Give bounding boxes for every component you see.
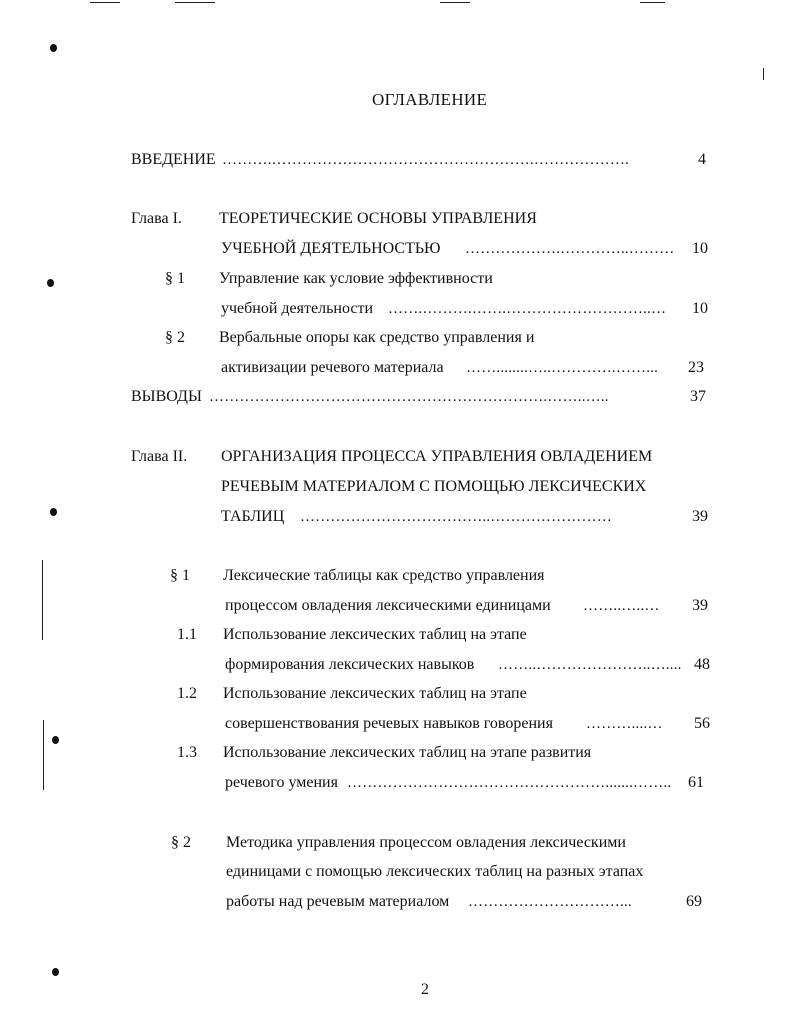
toc-ch1-s1-line2: учебной деятельности: [221, 300, 374, 317]
toc-ch2-s1-2-line1: Использование лексических таблиц на этапе: [223, 685, 527, 702]
toc-intro-page: 4: [698, 151, 706, 168]
toc-conclusions-dots: ………………………………………………………….……..…..: [209, 389, 609, 405]
toc-ch1-line1: ТЕОРЕТИЧЕСКИЕ ОСНОВЫ УПРАВЛЕНИЯ: [219, 210, 537, 227]
toc-ch2-label: Глава II.: [131, 448, 188, 465]
punch-hole-icon: [52, 736, 59, 744]
toc-ch2-s2-line3: работы над речевым материалом: [226, 893, 450, 910]
toc-ch2-s1-2-dots: ………....…: [586, 716, 663, 732]
toc-ch2-s1-3-page: 61: [688, 774, 704, 791]
page-number: 2: [421, 981, 429, 998]
scan-top-line: [90, 2, 120, 3]
toc-conclusions-page: 37: [690, 388, 706, 405]
toc-ch2-s2-page: 69: [686, 893, 702, 910]
toc-ch1-dots: ……………….…………..………: [465, 241, 675, 257]
toc-ch1-page: 10: [692, 240, 708, 257]
toc-intro-label: ВВЕДЕНИЕ: [131, 151, 216, 168]
toc-ch1-s1-page: 10: [692, 300, 708, 317]
toc-ch1-s1-line1: Управление как условие эффективности: [219, 270, 493, 287]
toc-ch2-s1-3-dots: …………………………………………….......……..: [347, 775, 672, 791]
toc-ch1-s2-line2: активизации речевого материала: [221, 359, 444, 376]
toc-ch2-line2: РЕЧЕВЫМ МАТЕРИАЛОМ С ПОМОЩЬЮ ЛЕКСИЧЕСКИХ: [221, 478, 647, 495]
punch-hole-icon: [50, 44, 57, 52]
scan-top-line: [175, 2, 215, 3]
toc-ch1-s1-label: § 1: [165, 270, 185, 287]
page-title: ОГЛАВЛЕНИЕ: [372, 90, 488, 109]
toc-ch1-s2-label: § 2: [165, 329, 185, 346]
scan-top-line: [440, 2, 470, 3]
toc-ch2-s2-dots: …………………………...: [468, 894, 632, 910]
toc-ch2-s1-2-line2: совершенствования речевых навыков говорения: [225, 715, 553, 732]
toc-ch2-s1-1-line2: формирования лексических навыков: [225, 656, 475, 673]
punch-hole-icon: [47, 279, 54, 287]
scan-left-edge: [43, 720, 44, 790]
toc-ch2-dots: ………………………………..……………………: [300, 509, 612, 525]
toc-ch2-line1: ОРГАНИЗАЦИЯ ПРОЦЕССА УПРАВЛЕНИЯ ОВЛАДЕНИЕМ: [221, 448, 653, 465]
toc-ch2-s1-3-line2: речевого умения: [225, 774, 338, 791]
toc-ch1-s1-dots: …….……….…….………………………..…: [388, 301, 667, 317]
toc-ch1-s2-page: 23: [688, 359, 704, 376]
punch-hole-icon: [52, 968, 59, 976]
toc-conclusions-label: ВЫВОДЫ: [131, 388, 202, 405]
toc-ch2-s2-line2: единицами с помощью лексических таблиц на разных этапах: [226, 863, 644, 880]
toc-ch2-s1-line1: Лексические таблицы как средство управления: [223, 567, 545, 584]
toc-ch2-s2-line1: Методика управления процессом овладения лексическими: [226, 834, 626, 851]
toc-ch2-s1-1-line1: Использование лексических таблиц на этапе: [223, 626, 527, 643]
toc-ch2-s1-1-label: 1.1: [177, 626, 197, 643]
toc-ch1-s2-dots: ……........…..………….……...: [466, 360, 659, 376]
toc-ch2-s2-label: § 2: [171, 834, 191, 851]
toc-ch2-s1-2-page: 56: [694, 715, 710, 732]
toc-ch2-s1-label: § 1: [170, 567, 190, 584]
scan-top-line: [640, 2, 665, 3]
toc-ch2-s1-2-label: 1.2: [177, 685, 197, 702]
scan-right-mark: [763, 68, 764, 80]
toc-intro-dots: ……….…………………………………………….……………….: [222, 152, 630, 168]
punch-hole-icon: [50, 508, 57, 516]
toc-ch2-s1-3-label: 1.3: [177, 744, 197, 761]
toc-ch2-s1-page: 39: [692, 597, 708, 614]
toc-ch2-s1-1-page: 48: [694, 656, 710, 673]
toc-ch2-page: 39: [692, 508, 708, 525]
toc-ch2-s1-line2: процессом овладения лексическими единицами: [225, 597, 551, 614]
scan-left-edge: [42, 560, 43, 640]
toc-ch1-s2-line1: Вербальные опоры как средство управления и: [219, 329, 535, 346]
toc-ch2-s1-1-dots: ……..…………………..…....: [498, 657, 682, 673]
toc-ch1-line2: УЧЕБНОЙ ДЕЯТЕЛЬНОСТЬЮ: [221, 240, 441, 257]
toc-ch2-line3: ТАБЛИЦ: [221, 508, 285, 525]
toc-ch2-s1-3-line1: Использование лексических таблиц на этапе развития: [223, 744, 592, 761]
toc-ch1-label: Глава I.: [131, 210, 182, 227]
toc-ch2-s1-dots: ……..…..…: [583, 598, 660, 614]
